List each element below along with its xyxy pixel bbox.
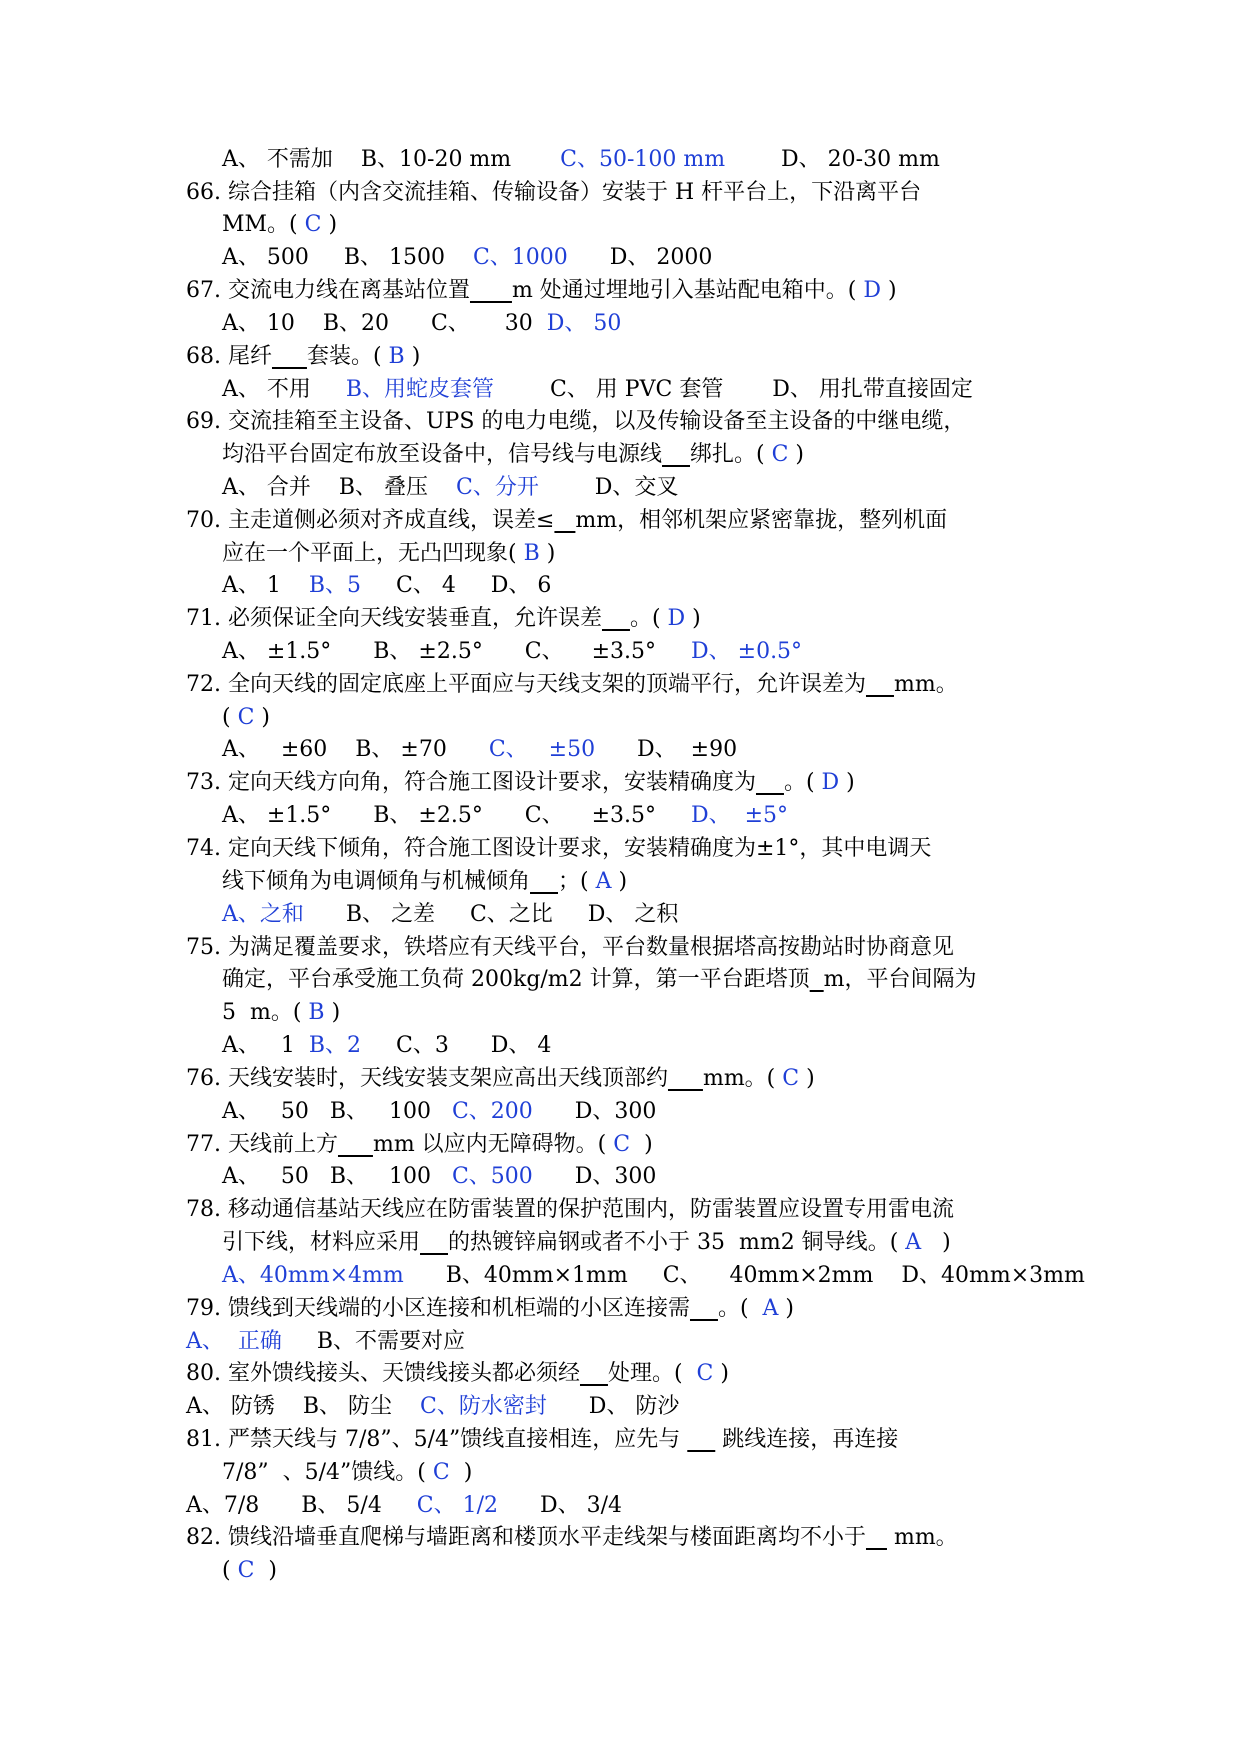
answer-text: C [782, 1066, 800, 1091]
answer-text: B [308, 1000, 325, 1025]
text-line [222, 1261, 1085, 1291]
answer-text: C [771, 442, 789, 467]
line-text: D、300 [532, 1099, 657, 1124]
line-text: 的热镀锌扁钢或者不小于 35 mm2 铜导线。( [448, 1230, 906, 1255]
text-line [186, 670, 958, 700]
fill-blank [580, 1361, 608, 1386]
fill-blank [272, 344, 307, 369]
text-line [222, 571, 551, 601]
line-text: A、 50 B、 100 [222, 1099, 452, 1124]
line-text: 70. 主走道侧必须对齐成直线，误差≤ [186, 508, 555, 533]
answer-text: C、防水密封 [420, 1394, 547, 1419]
answer-text: C [432, 1460, 450, 1485]
text-line [186, 604, 701, 634]
line-text: mm。( [702, 1066, 783, 1091]
line-text: ) [254, 705, 270, 730]
line-text: A、 10 B、20 C、 30 [222, 311, 547, 336]
line-text: 7/8” 、5/4”馈线。( [222, 1460, 433, 1485]
text-line [222, 735, 737, 765]
line-text: 跳线连接，再连接 [715, 1427, 899, 1452]
answer-text: A [762, 1296, 779, 1321]
line-text: D、 3/4 [498, 1493, 623, 1518]
line-text: 。( [629, 606, 668, 631]
text-line [222, 998, 340, 1028]
answer-text: B [523, 541, 540, 566]
answer-text: A、 正确 [186, 1329, 282, 1354]
line-text: D、 防沙 [546, 1394, 680, 1419]
line-text: 79. 馈线到天线端的小区连接和机柜端的小区连接需 [186, 1296, 690, 1321]
line-text: 绑扎。( [690, 442, 772, 467]
line-text: D、 20-30 mm [725, 147, 940, 172]
text-line [222, 309, 621, 339]
line-text: 72. 全向天线的固定底座上平面应与天线支架的顶端平行，允许误差为 [186, 672, 866, 697]
line-text: m 处通过埋地引入基站配电箱中。( [511, 278, 864, 303]
text-line [186, 768, 855, 798]
line-text: C、 4 D、 6 [361, 573, 552, 598]
line-text: 68. 尾纤 [186, 344, 272, 369]
line-text: ) [449, 1460, 473, 1485]
text-line [186, 506, 947, 536]
text-line [222, 1458, 472, 1488]
text-line [186, 1392, 679, 1422]
line-text: D、300 [532, 1164, 657, 1189]
line-text: A、 1 [222, 1033, 309, 1058]
line-text: 。( [783, 770, 822, 795]
answer-text: D、 50 [546, 311, 622, 336]
line-text: 71. 必须保证全向天线安装垂直，允许误差 [186, 606, 602, 631]
text-line [222, 145, 940, 175]
text-line [222, 900, 678, 930]
line-text: A、 500 B、 1500 [222, 245, 473, 270]
line-text: ) [788, 442, 804, 467]
line-text: ) [685, 606, 701, 631]
text-line [222, 703, 270, 733]
line-text: ) [921, 1230, 951, 1255]
line-text: D、 ±90 [595, 737, 738, 762]
line-text: A、 防锈 B、 防尘 [186, 1394, 420, 1419]
line-text: A、 不用 [222, 377, 346, 402]
line-text: ) [324, 1000, 341, 1025]
answer-text: C [696, 1361, 714, 1386]
line-text: A、 合并 B、 叠压 [222, 475, 456, 500]
line-text: D、交叉 [538, 475, 679, 500]
answer-text: D [863, 278, 882, 303]
line-text: B、 之差 C、之比 D、 之积 [303, 902, 679, 927]
line-text: mm。 [893, 672, 958, 697]
line-text: 。( [717, 1296, 763, 1321]
fill-blank [866, 672, 894, 697]
line-text: 74. 定向天线下倾角，符合施工图设计要求，安装精确度为±1°，其中电调天 [186, 836, 932, 861]
answer-text: D [667, 606, 686, 631]
answer-text: B、用蛇皮套管 [345, 377, 495, 402]
text-line [222, 243, 712, 273]
line-text: m，平台间隔为 [823, 967, 977, 992]
text-line [186, 407, 965, 437]
line-text: ) [713, 1361, 729, 1386]
line-text: 引下线，材料应采用 [222, 1230, 421, 1255]
line-text: 应在一个平面上，无凸凹现象( [222, 541, 524, 566]
line-text: ；( [558, 869, 596, 894]
answer-text: B [388, 344, 405, 369]
fill-blank [866, 1525, 887, 1550]
text-line [222, 637, 802, 667]
line-text: 82. 馈线沿墙垂直爬梯与墙距离和楼顶水平走线架与楼面距离均不小于 [186, 1525, 866, 1550]
line-text: 5 m。( [222, 1000, 309, 1025]
answer-text: C [237, 1558, 255, 1583]
text-line [186, 1491, 622, 1521]
text-line [222, 440, 804, 470]
answer-text: C、1000 [472, 245, 568, 270]
text-line [222, 1097, 656, 1127]
line-text: 均沿平台固定布放至设备中，信号线与电源线 [222, 442, 663, 467]
fill-blank [554, 508, 575, 533]
fill-blank [602, 606, 630, 631]
line-text: 69. 交流挂箱至主设备、UPS 的电力电缆，以及传输设备至主设备的中继电缆， [186, 409, 966, 434]
line-text: 线下倾角为电调倾角与机械倾角 [222, 869, 531, 894]
text-line [186, 834, 931, 864]
text-line [186, 178, 921, 208]
text-line [222, 210, 337, 240]
answer-text: C [613, 1132, 631, 1157]
line-text: D、 2000 [567, 245, 713, 270]
answer-text: B、5 [308, 573, 362, 598]
text-line [186, 1195, 954, 1225]
fill-blank [810, 967, 824, 992]
line-text: 75. 为满足覆盖要求，铁塔应有天线平台，平台数量根据塔高按勘站时协商意见 [186, 935, 954, 960]
line-text: A、 ±1.5° B、 ±2.5° C、 ±3.5° [222, 803, 691, 828]
line-text: ) [611, 869, 628, 894]
line-text: 77. 天线前上方 [186, 1132, 338, 1157]
text-line [222, 473, 678, 503]
line-text: A、 50 B、 100 [222, 1164, 452, 1189]
answer-text: C、分开 [456, 475, 539, 500]
answer-text: C、50-100 mm [560, 147, 726, 172]
line-text: A、 1 [222, 573, 309, 598]
answer-text: A [905, 1230, 922, 1255]
text-line [186, 1327, 465, 1357]
line-text: 确定，平台承受施工负荷 200kg/m2 计算，第一平台距塔顶 [222, 967, 810, 992]
fill-blank [662, 442, 690, 467]
fill-blank [668, 1066, 703, 1091]
line-text: mm。 [886, 1525, 958, 1550]
line-text: MM。( [222, 212, 305, 237]
line-text: mm 以应内无障碍物。( [372, 1132, 614, 1157]
line-text: ) [321, 212, 338, 237]
text-line [222, 965, 977, 995]
answer-text: C [237, 705, 255, 730]
line-text: 67. 交流电力线在离基站位置 [186, 278, 470, 303]
line-text: 81. 严禁天线与 7/8”、5/4”馈线直接相连，应先与 [186, 1427, 688, 1452]
text-line [222, 867, 627, 897]
line-text: ( [222, 705, 238, 730]
line-text: B、40mm×1mm C、 40mm×2mm D、40mm×3mm [403, 1263, 1085, 1288]
fill-blank [530, 869, 558, 894]
answer-text: D、 ±5° [691, 803, 789, 828]
fill-blank [756, 770, 784, 795]
text-line [222, 1556, 277, 1586]
line-text: C、 用 PVC 套管 D、 用扎带直接固定 [494, 377, 973, 402]
line-text: ) [778, 1296, 795, 1321]
answer-text: D [821, 770, 840, 795]
fill-blank [420, 1230, 448, 1255]
answer-text: A [595, 869, 612, 894]
line-text: 66. 综合挂箱（内含交流挂箱、传输设备）安装于 H 杆平台上，下沿离平台 [186, 180, 922, 205]
line-text: ) [799, 1066, 815, 1091]
answer-text: B、2 [308, 1033, 362, 1058]
fill-blank [338, 1132, 373, 1157]
line-text: mm，相邻机架应紧密靠拢，整列机面 [575, 508, 948, 533]
text-line [222, 539, 555, 569]
line-text: ( [222, 1558, 238, 1583]
text-line [186, 1294, 794, 1324]
text-line [186, 276, 897, 306]
line-text: ) [254, 1558, 277, 1583]
answer-text: C、200 [451, 1099, 533, 1124]
line-text: ) [539, 541, 556, 566]
line-text: ) [630, 1132, 653, 1157]
line-text: A、7/8 B、 5/4 [186, 1493, 417, 1518]
line-text: 78. 移动通信基站天线应在防雷装置的保护范围内，防雷装置应设置专用雷电流 [186, 1197, 954, 1222]
text-line [186, 1523, 958, 1553]
line-text: B、不需要对应 [281, 1329, 466, 1354]
answer-text: A、之和 [222, 902, 304, 927]
answer-text: A、40mm×4mm [222, 1263, 404, 1288]
line-text: C、3 D、 4 [361, 1033, 552, 1058]
line-text: A、 ±60 B、 ±70 [222, 737, 489, 762]
line-text: 73. 定向天线方向角，符合施工图设计要求，安装精确度为 [186, 770, 756, 795]
answer-text: C、 ±50 [488, 737, 596, 762]
line-text: ) [839, 770, 855, 795]
line-text: ) [881, 278, 897, 303]
line-text: ) [404, 344, 421, 369]
answer-text: C、 1/2 [416, 1493, 499, 1518]
text-line [222, 1031, 551, 1061]
text-line [222, 375, 973, 405]
text-line [186, 342, 420, 372]
fill-blank [687, 1427, 715, 1452]
line-text: 套装。( [306, 344, 389, 369]
line-text: 处理。( [607, 1361, 697, 1386]
answer-text: C、500 [451, 1164, 533, 1189]
text-line [186, 933, 954, 963]
text-line [222, 1228, 951, 1258]
answer-text: D、 ±0.5° [691, 639, 803, 664]
text-line [186, 1064, 815, 1094]
text-line [222, 1162, 656, 1192]
line-text: A、 ±1.5° B、 ±2.5° C、 ±3.5° [222, 639, 691, 664]
text-line [222, 801, 788, 831]
text-line [186, 1130, 653, 1160]
line-text: 76. 天线安装时，天线安装支架应高出天线顶部约 [186, 1066, 668, 1091]
text-line [186, 1359, 729, 1389]
line-text: 80. 室外馈线接头、天馈线接头都必须经 [186, 1361, 580, 1386]
answer-text: C [304, 212, 322, 237]
fill-blank [470, 278, 512, 303]
line-text: A、 不需加 B、10-20 mm [222, 147, 561, 172]
text-line [186, 1425, 898, 1455]
fill-blank [690, 1296, 718, 1321]
